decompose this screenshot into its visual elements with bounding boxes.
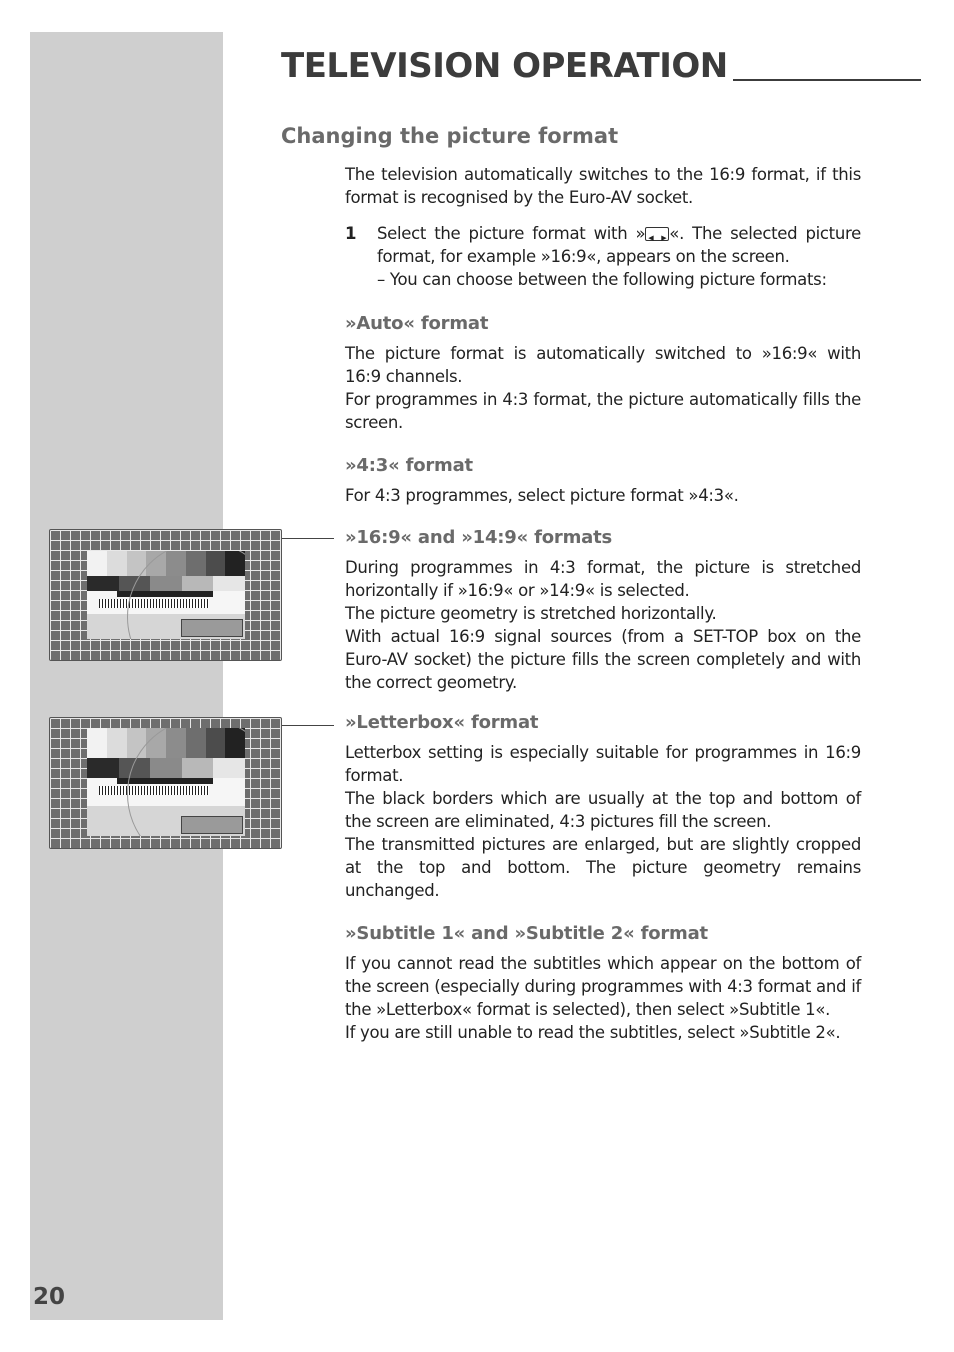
step-note: – You can choose between the following picture formats: <box>377 270 827 289</box>
intro-paragraph: The television automatically switches to the 16:9 format, if this format is recognised by the Euro-AV socket. <box>345 165 861 207</box>
step-number: 1 <box>345 224 357 243</box>
test-pattern-16-9-illustration <box>49 529 282 661</box>
format-heading: »16:9« and »14:9« formats <box>345 527 612 548</box>
format-heading: »Subtitle 1« and »Subtitle 2« format <box>345 923 708 944</box>
format-paragraph: If you are still unable to read the subtitles, select »Subtitle 2«. <box>345 1023 841 1042</box>
section-heading: Changing the picture format <box>281 124 619 148</box>
format-heading: »Auto« format <box>345 313 489 334</box>
step-1 <box>345 222 861 291</box>
step-text: Select the picture format with »◀ ▶ «. The selected picture format, for example »16:9«, appears on the screen. <box>377 222 861 268</box>
format-paragraph: The black borders which are usually at the top and bottom of the screen are eliminated, 4:3 pictures fill the screen. <box>345 789 861 831</box>
format-4-3 <box>345 454 861 507</box>
main-content <box>345 163 861 1044</box>
format-paragraph: If you cannot read the subtitles which appear on the bottom of the screen (especially during programmes with 4:3 format and if the »Letterbox« format is selected), then select »Subtitle 1«. <box>345 954 861 1019</box>
format-letterbox <box>345 711 861 902</box>
format-paragraph: With actual 16:9 signal sources (from a SET-TOP box on the Euro-AV socket) the picture fills the screen completely and with the correct geometry. <box>345 627 861 692</box>
format-paragraph: During programmes in 4:3 format, the picture is stretched horizontally if »16:9« or »14:9« is selected. <box>345 558 861 600</box>
callout-line <box>282 538 334 539</box>
format-auto <box>345 312 861 434</box>
page-number: 20 <box>33 1284 66 1310</box>
format-heading: »Letterbox« format <box>345 712 539 733</box>
test-pattern-letterbox-illustration <box>49 717 282 849</box>
format-16-9-14-9 <box>345 526 861 694</box>
test-circle <box>127 728 245 836</box>
format-paragraph: For programmes in 4:3 format, the picture automatically fills the screen. <box>345 390 861 432</box>
callout-line <box>282 725 334 726</box>
format-paragraph: The picture format is automatically switched to »16:9« with 16:9 channels. <box>345 344 861 386</box>
picture-format-button-icon <box>645 227 669 241</box>
left-sidebar <box>30 32 223 1320</box>
test-card <box>87 728 245 836</box>
format-paragraph: The transmitted pictures are enlarged, but are slightly cropped at the top and bottom. The picture geometry remains unchanged. <box>345 835 861 900</box>
format-heading: »4:3« format <box>345 455 473 476</box>
format-subtitle <box>345 922 861 1044</box>
format-paragraph: For 4:3 programmes, select picture format »4:3«. <box>345 486 739 505</box>
title-rule <box>733 79 921 81</box>
test-card <box>87 551 245 639</box>
format-paragraph: Letterbox setting is especially suitable for programmes in 16:9 format. <box>345 743 861 785</box>
page-title: TELEVISION OPERATION <box>281 46 728 86</box>
format-paragraph: The picture geometry is stretched horizontally. <box>345 604 717 623</box>
